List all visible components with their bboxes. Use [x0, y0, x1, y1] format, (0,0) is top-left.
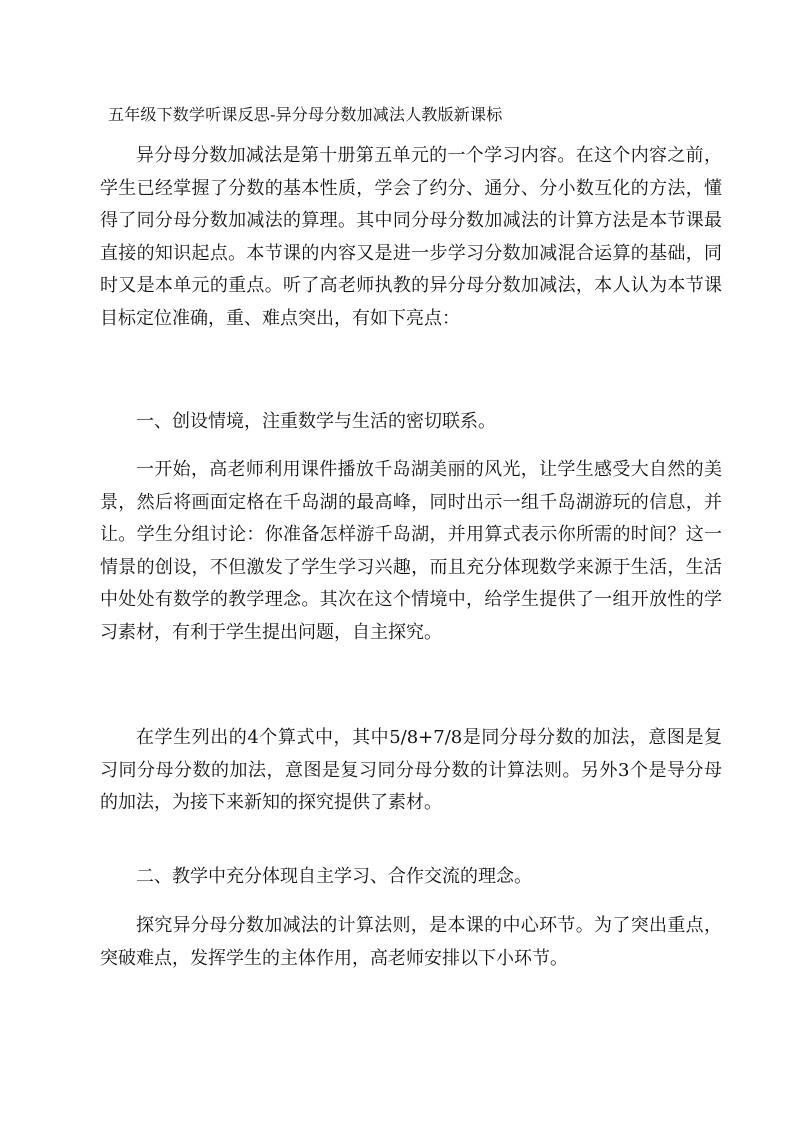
section-heading-1: 一、创设情境，注重数学与生活的密切联系。	[136, 411, 496, 432]
document-title: 五年级下数学听课反思-异分母分数加减法人教版新课标	[108, 105, 503, 124]
paragraph-exploration: 探究异分母分数加减法的计算法则，是本课的中心环节。为了突出重点，突破难点，发挥学生的主体作用，高老师安排以下小环节。	[100, 915, 722, 969]
paragraph-situation: 一开始，高老师利用课件播放千岛湖美丽的风光，让学生感受大自然的美景，然后将画面定格在千岛湖的最高峰，同时出示一组千岛湖游玩的信息，并让。学生分组讨论：你准备怎样游千岛湖，并用算式表示你所需的时间？这一情景的创设，不但激发了学生学习兴趣，而且充分体现数学来源于生活，生活中处处有数学的教学理念。其次在这个情境中，给学生提供了一组开放性的学习素材，有利于学生提出问题，自主探究。	[100, 459, 722, 643]
paragraph-intro: 异分母分数加减法是第十册第五单元的一个学习内容。在这个内容之前，学生已经掌握了分数的基本性质，学会了约分、通分、分小数互化的方法，懂得了同分母分数加减法的算理。其中同分母分数加减法的计算方法是本节课最直接的知识起点。本节课的内容又是进一步学习分数加减混合运算的基础，同时又是本单元的重点。听了高老师执教的异分母分数加减法，本人认为本节课目标定位准确，重、难点突出，有如下亮点：	[100, 145, 722, 329]
section-heading-2: 二、教学中充分体现自主学习、合作交流的理念。	[136, 866, 532, 887]
paragraph-equations: 在学生列出的4个算式中，其中5/8+7/8是同分母分数的加法，意图是复习同分母分数的加法，意图是复习同分母分数的计算法则。另外3个是导分母的加法，为接下来新知的探究提供了素材。	[100, 727, 722, 813]
